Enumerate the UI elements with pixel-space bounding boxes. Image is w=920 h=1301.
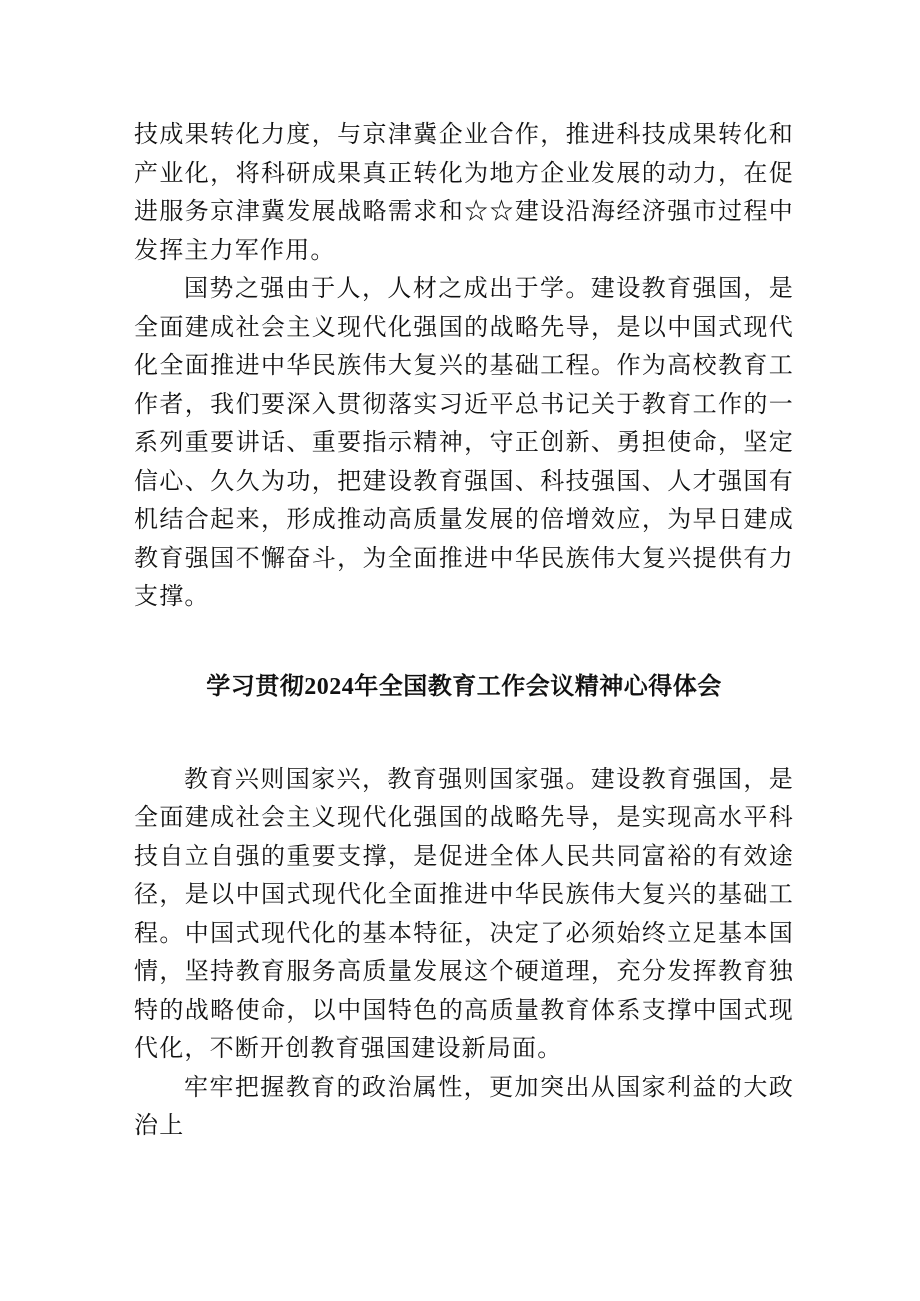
heading-year: 2024: [304, 673, 355, 700]
paragraph-political-attribute: 牢牢把握教育的政治属性，更加突出从国家利益的大政治上: [134, 1072, 794, 1139]
heading-prefix: 学习贯彻: [206, 671, 305, 700]
heading-suffix: 年全国教育工作会议精神心得体会: [354, 671, 722, 700]
paragraph-continuation: 技成果转化力度，与京津冀企业合作，推进科技成果转化和产业化，将科研成果真正转化为地方企业发展的动力，在促进服务京津冀发展战略需求和☆☆建设沿海经济强市过程中发挥主力军作用。: [134, 120, 794, 264]
paragraph-education-power: 国势之强由于人，人材之成出于学。建设教育强国，是全面建成社会主义现代化强国的战略先导，是以中国式现代化全面推进中华民族伟大复兴的基础工程。作为高校教育工作者，我们要深入贯彻落实习近平总书记关于教育工作的一系列重要讲话、重要指示精神，守正创新、勇担使命，坚定信心、久久为功，把建设教育强国、科技强国、人才强国有机结合起来，形成推动高质量发展的倍增效应，为早日建成教育强国不懈奋斗，为全面推进中华民族伟大复兴提供有力支撑。: [134, 274, 794, 610]
document-page: [134, 115, 794, 1145]
paragraph-education-prosperity: 教育兴则国家兴，教育强则国家强。建设教育强国，是全面建成社会主义现代化强国的战略先导，是实现高水平科技自立自强的重要支撑，是促进全体人民共同富裕的有效途径，是以中国式现代化全面推进中华民族伟大复兴的基础工程。中国式现代化的基本特征，决定了必须始终立足基本国情，坚持教育服务高质量发展这个硬道理，充分发挥教育独特的战略使命，以中国特色的高质量教育体系支撑中国式现代化，不断开创教育强国建设新局面。: [134, 764, 794, 1062]
section-heading: [134, 667, 794, 706]
